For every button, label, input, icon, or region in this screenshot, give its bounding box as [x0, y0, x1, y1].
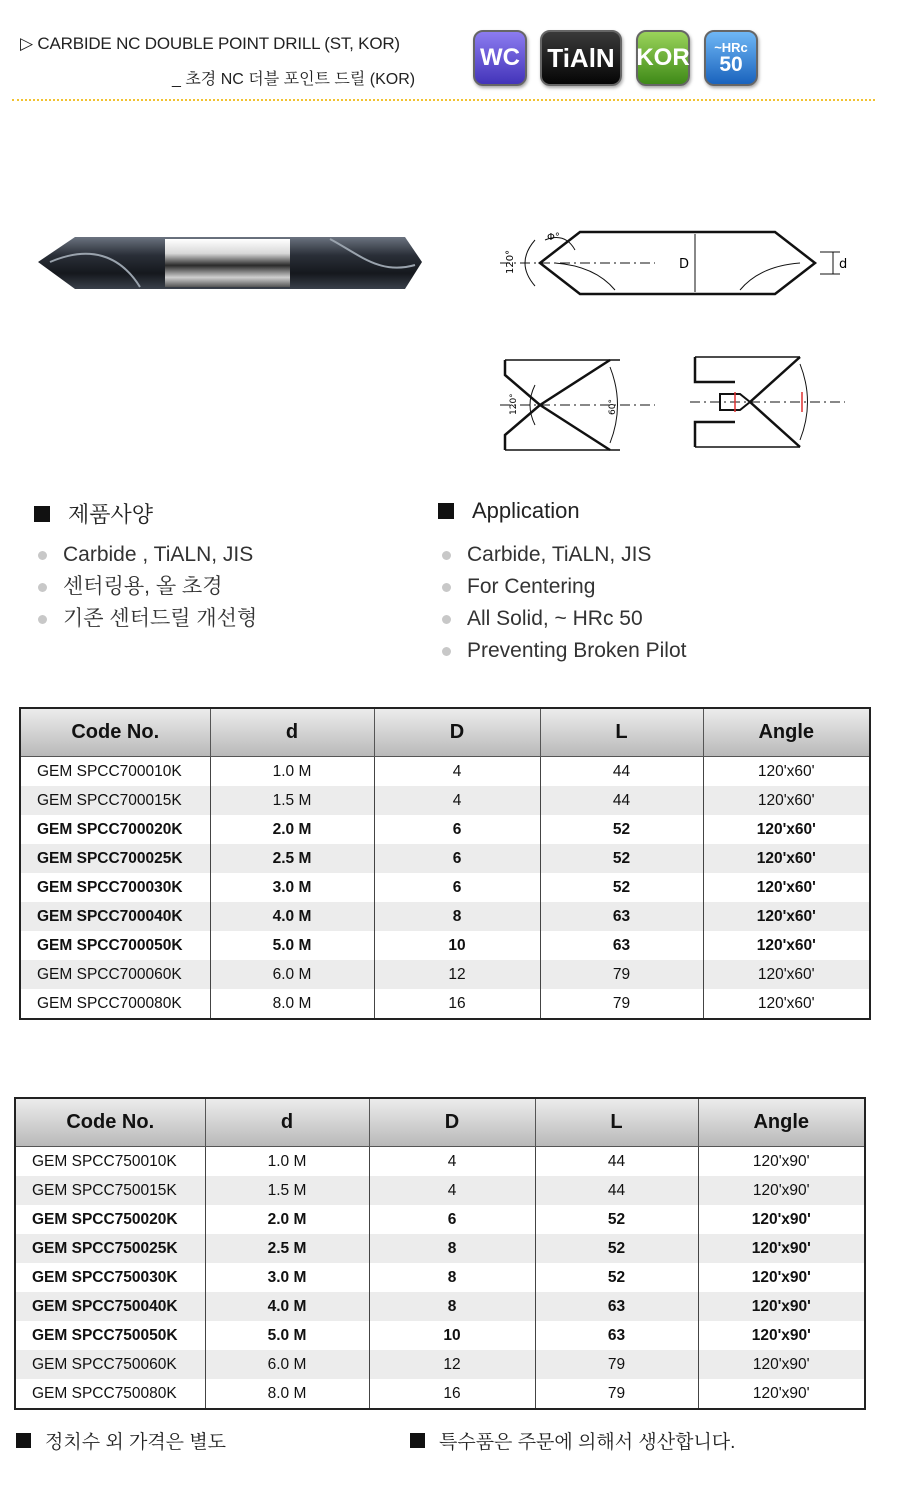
cell-angle: 120'x90' — [698, 1292, 865, 1321]
cell-code: GEM SPCC750015K — [15, 1176, 205, 1205]
cell-code: GEM SPCC750060K — [15, 1350, 205, 1379]
table-row — [15, 1234, 865, 1263]
list-item — [36, 571, 257, 603]
cell-d: 8.0 M — [205, 1379, 369, 1409]
cell-angle: 120'x60' — [703, 931, 870, 960]
arc-60 — [800, 364, 808, 440]
badge-hrc-bottom: 50 — [719, 53, 743, 76]
table-row — [20, 815, 870, 844]
badge-tialn-label: TiAlN — [547, 42, 615, 73]
table-row — [15, 1379, 865, 1409]
cell-d: 6.0 M — [205, 1350, 369, 1379]
table-row — [20, 757, 870, 787]
label-120: 120° — [505, 249, 516, 274]
cell-d: 3.0 M — [205, 1263, 369, 1292]
cell-d: 8.0 M — [210, 989, 374, 1019]
spec-ko-list — [36, 539, 257, 635]
cell-D: 8 — [369, 1263, 535, 1292]
cell-d: 2.5 M — [210, 844, 374, 873]
col-header-D: D — [369, 1098, 535, 1147]
list-item-text: Preventing Broken Pilot — [467, 639, 687, 662]
cell-L: 44 — [540, 786, 703, 815]
flute-curve-left — [555, 263, 615, 290]
cell-L: 52 — [540, 815, 703, 844]
cell-code: GEM SPCC750050K — [15, 1321, 205, 1350]
list-item — [36, 539, 257, 571]
table-row — [20, 873, 870, 902]
cell-angle: 120'x90' — [698, 1147, 865, 1177]
cell-L: 63 — [540, 931, 703, 960]
spec-table-60 — [19, 707, 871, 1020]
cell-code: GEM SPCC700030K — [20, 873, 210, 902]
cell-L: 52 — [535, 1205, 698, 1234]
cell-d: 2.5 M — [205, 1234, 369, 1263]
cell-angle: 120'x90' — [698, 1379, 865, 1409]
table-row — [20, 786, 870, 815]
cell-angle: 120'x60' — [703, 844, 870, 873]
col-header-angle: Angle — [698, 1098, 865, 1147]
cell-D: 10 — [369, 1321, 535, 1350]
table-row — [15, 1147, 865, 1177]
cell-code: GEM SPCC750025K — [15, 1234, 205, 1263]
label-phi: Φ° — [547, 232, 560, 243]
cell-d: 5.0 M — [205, 1321, 369, 1350]
cell-L: 44 — [535, 1176, 698, 1205]
cell-code: GEM SPCC700060K — [20, 960, 210, 989]
list-item — [440, 539, 686, 571]
cell-L: 52 — [540, 873, 703, 902]
cell-D: 6 — [369, 1205, 535, 1234]
badge-hrc — [704, 30, 758, 86]
table-row — [20, 902, 870, 931]
list-item — [36, 603, 257, 635]
cell-d: 1.0 M — [205, 1147, 369, 1177]
table-row — [20, 989, 870, 1019]
drill-photo — [30, 225, 430, 300]
cell-angle: 120'x60' — [703, 815, 870, 844]
badge-kor-label: KOR — [636, 44, 690, 71]
label-120: 120° — [509, 393, 519, 415]
cell-code: GEM SPCC750010K — [15, 1147, 205, 1177]
table-row — [20, 960, 870, 989]
cell-L: 52 — [535, 1263, 698, 1292]
square-bullet-icon — [410, 1433, 425, 1448]
list-item-text: 기존 센터드릴 개선형 — [63, 607, 258, 630]
spec-en-heading — [438, 498, 580, 524]
col-header-d: d — [205, 1098, 369, 1147]
cell-L: 52 — [540, 844, 703, 873]
cell-code: GEM SPCC750030K — [15, 1263, 205, 1292]
table-row — [20, 844, 870, 873]
label-D: D — [679, 257, 690, 272]
cell-d: 6.0 M — [210, 960, 374, 989]
cell-d: 2.0 M — [205, 1205, 369, 1234]
label-60: 60° — [608, 399, 618, 415]
cell-angle: 120'x60' — [703, 873, 870, 902]
cell-D: 12 — [374, 960, 540, 989]
cell-D: 6 — [374, 844, 540, 873]
cell-d: 1.0 M — [210, 757, 374, 787]
square-bullet-icon — [34, 506, 50, 522]
col-header-angle: Angle — [703, 708, 870, 757]
dot-bullet-icon — [442, 615, 451, 624]
drill-shank — [165, 239, 290, 287]
cell-code: GEM SPCC700050K — [20, 931, 210, 960]
cell-D: 8 — [374, 902, 540, 931]
drawing-side-view — [495, 222, 865, 302]
cell-angle: 120'x90' — [698, 1321, 865, 1350]
table-row — [15, 1176, 865, 1205]
list-item-text: For Centering — [467, 575, 596, 598]
cell-D: 4 — [369, 1176, 535, 1205]
cell-D: 16 — [369, 1379, 535, 1409]
cell-angle: 120'x90' — [698, 1176, 865, 1205]
table-row — [15, 1263, 865, 1292]
list-item — [440, 603, 686, 635]
cell-L: 79 — [540, 960, 703, 989]
cell-D: 4 — [374, 757, 540, 787]
cell-angle: 120'x60' — [703, 757, 870, 787]
badge-wc — [473, 30, 527, 86]
cell-d: 5.0 M — [210, 931, 374, 960]
cell-code: GEM SPCC700040K — [20, 902, 210, 931]
cell-code: GEM SPCC700025K — [20, 844, 210, 873]
table-row — [15, 1205, 865, 1234]
square-bullet-icon — [16, 1433, 31, 1448]
cell-D: 8 — [369, 1292, 535, 1321]
dot-bullet-icon — [442, 551, 451, 560]
cell-L: 79 — [535, 1379, 698, 1409]
cell-angle: 120'x60' — [703, 989, 870, 1019]
table-header-row — [15, 1098, 865, 1147]
header-divider — [12, 99, 875, 101]
cell-L: 44 — [540, 757, 703, 787]
cell-d: 4.0 M — [205, 1292, 369, 1321]
dot-bullet-icon — [38, 583, 47, 592]
cell-angle: 120'x60' — [703, 960, 870, 989]
title-english: ▷ CARBIDE NC DOUBLE POINT DRILL (ST, KOR) — [20, 34, 400, 53]
table-row — [15, 1350, 865, 1379]
cell-angle: 120'x60' — [703, 902, 870, 931]
list-item-text: All Solid, ~ HRc 50 — [467, 607, 643, 630]
dot-bullet-icon — [442, 583, 451, 592]
spec-table-90 — [14, 1097, 866, 1410]
cell-L: 52 — [535, 1234, 698, 1263]
table-row — [15, 1321, 865, 1350]
square-bullet-icon — [438, 503, 454, 519]
note-price-text: 정치수 외 가격은 별도 — [45, 1432, 227, 1453]
cell-L: 79 — [535, 1350, 698, 1379]
cell-D: 6 — [374, 815, 540, 844]
dot-bullet-icon — [442, 647, 451, 656]
cell-D: 12 — [369, 1350, 535, 1379]
cell-D: 4 — [369, 1147, 535, 1177]
dot-bullet-icon — [38, 551, 47, 560]
dot-bullet-icon — [38, 615, 47, 624]
cell-L: 44 — [535, 1147, 698, 1177]
list-item — [440, 635, 686, 667]
cell-code: GEM SPCC700015K — [20, 786, 210, 815]
col-header-L: L — [540, 708, 703, 757]
spec-en-heading-text: Application — [472, 498, 580, 523]
badge-tialn — [540, 30, 622, 86]
drawing-detail-left — [500, 355, 660, 455]
label-d: d — [839, 257, 848, 272]
cell-code: GEM SPCC750040K — [15, 1292, 205, 1321]
cell-L: 63 — [535, 1321, 698, 1350]
list-item — [440, 571, 686, 603]
note-special-order — [410, 1427, 735, 1454]
cell-angle: 120'x90' — [698, 1205, 865, 1234]
badge-hrc-top: ~HRc — [714, 40, 748, 55]
cell-D: 8 — [369, 1234, 535, 1263]
badge-kor — [636, 30, 690, 86]
cell-angle: 120'x60' — [703, 786, 870, 815]
cell-code: GEM SPCC700080K — [20, 989, 210, 1019]
cell-code: GEM SPCC750080K — [15, 1379, 205, 1409]
cell-d: 4.0 M — [210, 902, 374, 931]
cell-L: 63 — [540, 902, 703, 931]
col-header-D: D — [374, 708, 540, 757]
table-header-row — [20, 708, 870, 757]
badge-wc-label: WC — [480, 44, 520, 71]
cell-angle: 120'x90' — [698, 1234, 865, 1263]
table-row — [15, 1292, 865, 1321]
spec-en-list — [440, 539, 686, 667]
cell-angle: 120'x90' — [698, 1263, 865, 1292]
list-item-text: Carbide, TiALN, JIS — [467, 543, 652, 566]
cell-code: GEM SPCC700020K — [20, 815, 210, 844]
cell-code: GEM SPCC700010K — [20, 757, 210, 787]
col-header-code: Code No. — [20, 708, 210, 757]
cell-L: 63 — [535, 1292, 698, 1321]
table-row — [20, 931, 870, 960]
cell-D: 4 — [374, 786, 540, 815]
drawing-detail-right — [690, 352, 850, 452]
spec-ko-heading-text: 제품사양 — [68, 502, 154, 527]
col-header-code: Code No. — [15, 1098, 205, 1147]
cell-L: 79 — [540, 989, 703, 1019]
cell-angle: 120'x90' — [698, 1350, 865, 1379]
list-item-text: Carbide , TiALN, JIS — [63, 543, 254, 566]
note-special-order-text: 특수품은 주문에 의해서 생산합니다. — [439, 1432, 736, 1453]
cell-D: 6 — [374, 873, 540, 902]
cell-D: 16 — [374, 989, 540, 1019]
note-price — [16, 1427, 226, 1454]
flute-curve-right — [740, 263, 800, 290]
cell-d: 3.0 M — [210, 873, 374, 902]
title-korean: _ 초경 NC 더블 포인트 드릴 (KOR) — [172, 71, 416, 88]
list-item-text: 센터링용, 올 초경 — [63, 575, 223, 598]
cell-d: 1.5 M — [205, 1176, 369, 1205]
spec-ko-heading — [34, 498, 153, 529]
col-header-L: L — [535, 1098, 698, 1147]
cell-D: 10 — [374, 931, 540, 960]
cell-d: 2.0 M — [210, 815, 374, 844]
col-header-d: d — [210, 708, 374, 757]
cell-d: 1.5 M — [210, 786, 374, 815]
cell-code: GEM SPCC750020K — [15, 1205, 205, 1234]
